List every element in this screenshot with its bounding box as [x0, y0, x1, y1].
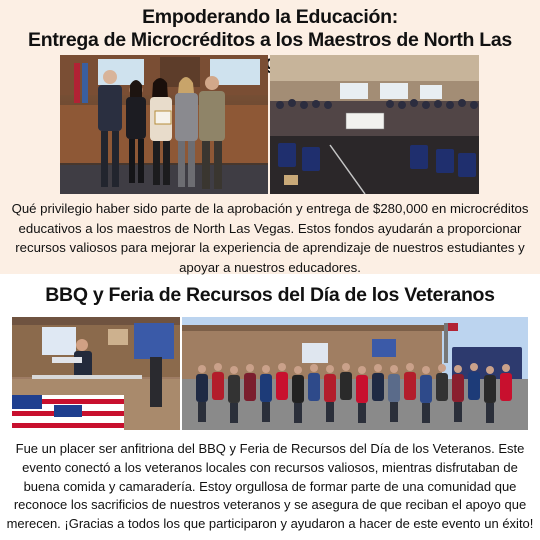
veterans-speaker-photo-drawing [12, 317, 180, 430]
veterans-speaker-photo [12, 317, 180, 430]
education-title-line1: Empoderando la Educación: [142, 6, 398, 28]
veterans-paragraph: Fue un placer ser anfitriona del BBQ y Feria de Recursos del Día de los Veteranos. Este evento conectó a los veteranos locales con recursos valiosos, mientras disfrutaban de buena comida y camaradería. Estoy orgullosa de formar parte de una comunidad que reconoce los sacrificios de nuestros veteranos y se asegura de que reciban el apoyo que merecen. ¡Gracias a todos los que participaron y ayudaron a hacer de este evento un éxito! [6, 441, 534, 532]
veterans-group-photo [182, 317, 528, 430]
veterans-group-photo-drawing [182, 317, 528, 430]
council-chamber-photo-drawing [270, 55, 479, 194]
award-group-photo [60, 55, 268, 194]
veterans-title: BBQ y Feria de Recursos del Día de los Veteranos [45, 284, 495, 306]
council-chamber-photo [270, 55, 479, 194]
education-paragraph: Qué privilegio haber sido parte de la aprobación y entrega de $280,000 en microcréditos educativos a los maestros de North Las Vegas. Estos fondos ayudarán a proporcionar recursos valiosos para mejorar la experiencia de aprendizaje de nuestros estudiantes y apoyar a nuestros educadores. [11, 201, 529, 275]
award-group-photo-drawing [60, 55, 268, 194]
education-title-line2: Entrega de Microcréditos a los Maestros de North Las [28, 29, 512, 51]
